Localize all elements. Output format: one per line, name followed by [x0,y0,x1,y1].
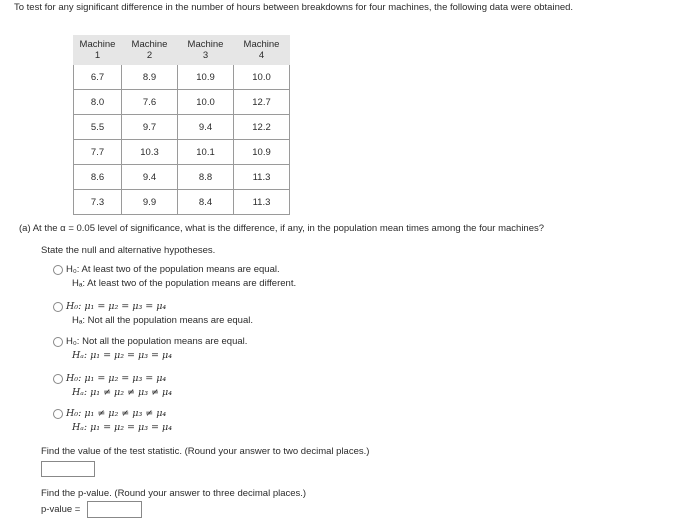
table-cell: 10.1 [178,140,234,165]
table-cell: 8.4 [178,190,234,215]
radio-option-1[interactable] [53,265,63,275]
table-cell: 9.4 [178,115,234,140]
table-cell: 10.0 [178,90,234,115]
radio-option-5[interactable] [53,409,63,419]
table-cell: 9.7 [122,115,178,140]
question-a: (a) At the α = 0.05 level of significance, what is the difference, if any, in the population mean times among the four machines? [19,223,545,234]
table-row [74,165,290,190]
option-4-null: H₀: μ₁ = μ₂ = μ₃ = μ₄ [66,373,167,384]
table-cell: 9.4 [122,165,178,190]
table-cell: 5.5 [74,115,122,140]
option-1-null: H₀: At least two of the population means are equal. [66,264,280,275]
option-3-null: H₀: Not all the population means are equal. [66,336,248,347]
table-row [74,115,290,140]
p-value-input[interactable] [87,501,142,518]
table-cell: 8.8 [178,165,234,190]
table-cell: 8.6 [74,165,122,190]
find-test-statistic-prompt: Find the value of the test statistic. (Round your answer to two decimal places.) [41,446,370,457]
table-cell: 8.9 [122,65,178,90]
table-cell: 10.9 [234,140,290,165]
table-cell: 9.9 [122,190,178,215]
option-1-alt: Hₐ: At least two of the population means are different. [72,278,297,289]
header-machine-4: Machine 4 [234,36,290,65]
table-row [74,140,290,165]
test-statistic-input[interactable] [41,461,95,477]
table-cell: 10.3 [122,140,178,165]
table-cell: 10.0 [234,65,290,90]
table-cell: 7.7 [74,140,122,165]
machine-data-table [73,35,290,215]
table-cell: 7.6 [122,90,178,115]
table-row [74,90,290,115]
find-p-value-prompt: Find the p-value. (Round your answer to three decimal places.) [41,488,307,499]
table-cell: 12.7 [234,90,290,115]
problem-intro: To test for any significant difference in the number of hours between breakdowns for four machines, the following data were obtained. [14,2,574,13]
table-cell: 8.0 [74,90,122,115]
table-row [74,190,290,215]
option-3-alt: Hₐ: μ₁ = μ₂ = μ₃ = μ₄ [72,350,173,361]
state-hypotheses-prompt: State the null and alternative hypotheses. [41,245,216,256]
table-row [74,65,290,90]
table-cell: 10.9 [178,65,234,90]
table-cell: 12.2 [234,115,290,140]
table-cell: 6.7 [74,65,122,90]
table-cell: 7.3 [74,190,122,215]
option-2-null: H₀: μ₁ = μ₂ = μ₃ = μ₄ [66,301,167,312]
header-machine-3: Machine 3 [178,36,234,65]
option-2-alt: Hₐ: Not all the population means are equal. [72,315,253,326]
option-5-alt: Hₐ: μ₁ = μ₂ = μ₃ = μ₄ [72,422,173,433]
radio-option-2[interactable] [53,302,63,312]
p-value-label: p-value = [41,504,81,515]
radio-option-4[interactable] [53,374,63,384]
table-cell: 11.3 [234,190,290,215]
radio-option-3[interactable] [53,337,63,347]
option-5-null: H₀: μ₁ ≠ μ₂ ≠ μ₃ ≠ μ₄ [66,408,167,419]
header-machine-2: Machine 2 [122,36,178,65]
table-header-row [74,36,290,65]
option-4-alt: Hₐ: μ₁ ≠ μ₂ ≠ μ₃ ≠ μ₄ [72,387,173,398]
header-machine-1: Machine 1 [74,36,122,65]
table-cell: 11.3 [234,165,290,190]
